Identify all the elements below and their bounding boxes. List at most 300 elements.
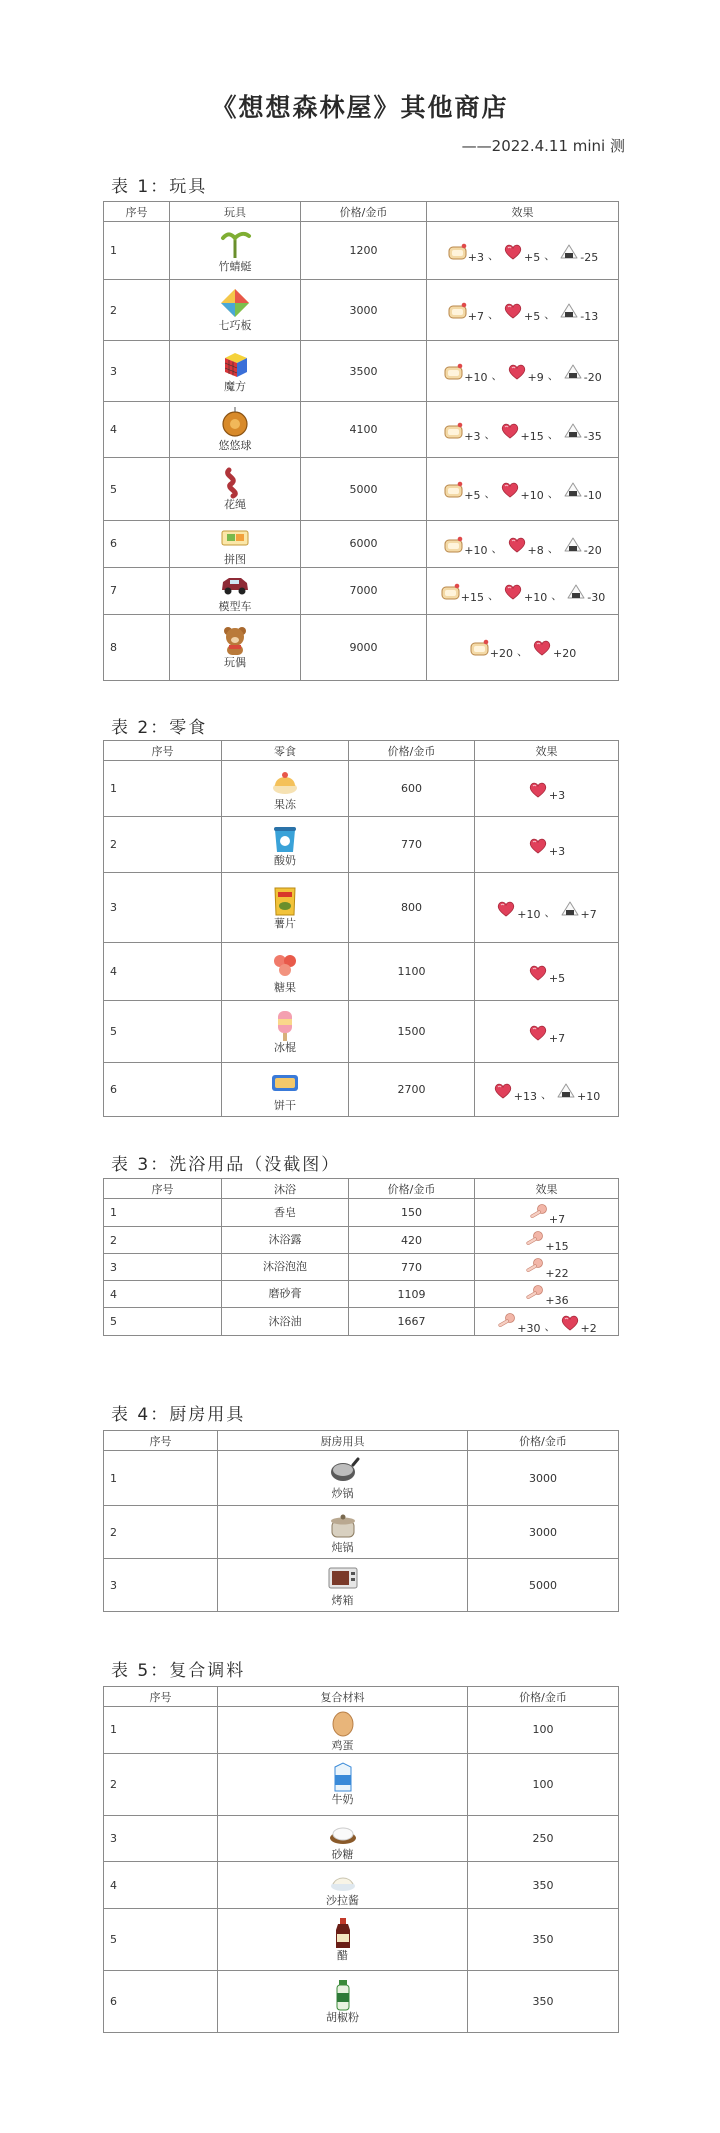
effect-value: -35	[583, 429, 602, 443]
item-cell	[170, 567, 301, 614]
item-cell	[222, 1254, 349, 1281]
item-name: 沙拉酱	[326, 1894, 359, 1908]
item	[170, 521, 300, 567]
table-row	[104, 614, 619, 680]
effect-item	[528, 780, 566, 802]
heart-stat-icon	[496, 899, 516, 917]
effect-value: +2	[580, 1321, 597, 1335]
column-header: 沐浴	[222, 1179, 349, 1199]
table-row	[104, 1001, 619, 1063]
column-header: 价格/金币	[468, 1431, 619, 1451]
effect-value: +3	[548, 844, 566, 858]
item-cell	[222, 817, 349, 873]
item-name: 魔方	[224, 380, 246, 394]
item	[222, 1315, 348, 1329]
toys-heading: 表 1：玩具	[111, 177, 208, 197]
row-number: 3	[104, 1559, 218, 1612]
bread-stat-icon	[443, 535, 463, 553]
heart-stat-icon	[560, 1313, 580, 1331]
item-cell	[170, 280, 301, 341]
item-name: 玩偶	[224, 656, 246, 670]
item-price: 350	[468, 1862, 619, 1909]
item-cell	[222, 1281, 349, 1308]
table-row	[104, 1908, 619, 1970]
item-name: 花绳	[224, 498, 246, 512]
item-effects	[427, 567, 619, 614]
table-row	[104, 943, 619, 1001]
effect-item	[507, 535, 544, 557]
soap-stat-icon	[496, 1313, 516, 1331]
column-header: 玩具	[170, 202, 301, 222]
effect-item	[559, 242, 599, 264]
effects	[427, 301, 618, 323]
row-number: 2	[104, 1753, 218, 1815]
item-cell	[218, 1908, 468, 1970]
effect-item	[528, 963, 566, 985]
table-row	[104, 1308, 619, 1336]
item-price: 1109	[349, 1281, 475, 1308]
table-row	[104, 458, 619, 521]
item-cell	[170, 614, 301, 680]
effect-item	[443, 480, 481, 502]
kitchen-heading: 表 4：厨房用具	[111, 1405, 246, 1425]
page-title: 《想想森林屋》其他商店	[211, 93, 509, 122]
effect-value: +7	[580, 907, 597, 921]
page-subtitle: ——2022.4.11 mini 测	[461, 137, 625, 155]
effect-value: +15	[520, 429, 544, 443]
item-effects	[427, 222, 619, 280]
item-name: 炖锅	[331, 1541, 354, 1555]
heart-stat-icon	[503, 582, 523, 600]
effect-item	[500, 480, 544, 502]
effect-item	[560, 899, 597, 921]
effect-item	[563, 480, 602, 502]
item	[222, 1067, 348, 1113]
teddy-bear-icon	[219, 624, 251, 656]
table-row	[104, 1862, 619, 1909]
item-cell	[170, 341, 301, 402]
item	[170, 466, 300, 512]
item-effects	[475, 873, 619, 943]
salad-dressing-icon	[327, 1862, 359, 1894]
row-number: 1	[104, 1199, 222, 1227]
effect-value: +3	[467, 250, 485, 264]
effects	[427, 362, 618, 384]
effects	[427, 582, 618, 604]
egg-icon	[327, 1707, 359, 1739]
effect-item	[443, 535, 488, 557]
biscuit-icon	[269, 1067, 301, 1099]
effect-item	[447, 301, 485, 323]
effect-item	[560, 1313, 597, 1335]
heart-stat-icon	[503, 301, 523, 319]
item-name: 胡椒粉	[326, 2010, 359, 2024]
item-price: 100	[468, 1753, 619, 1815]
effect-item	[440, 582, 485, 604]
table-row	[104, 1815, 619, 1862]
effect-item	[496, 899, 541, 921]
item	[222, 949, 348, 995]
row-number: 4	[104, 1862, 218, 1909]
item-name: 模型车	[218, 599, 252, 613]
effect-value: +9	[527, 371, 544, 384]
effect-value: +8	[527, 543, 544, 557]
effects	[475, 1081, 618, 1103]
item-name: 烤箱	[331, 1594, 354, 1608]
row-number: 3	[104, 1254, 222, 1281]
effect-value: +20	[489, 647, 513, 661]
item	[218, 1862, 467, 1908]
effects	[475, 1313, 618, 1335]
column-header: 序号	[104, 1687, 218, 1707]
effect-value: +10	[464, 371, 488, 384]
table-header-row	[104, 1431, 619, 1451]
item	[170, 407, 300, 453]
item-price: 3500	[301, 341, 427, 402]
soap-stat-icon	[524, 1285, 544, 1303]
item-name: 鸡蛋	[331, 1739, 354, 1752]
item-cell	[218, 1506, 468, 1559]
item	[218, 1562, 467, 1608]
jelly-icon	[269, 766, 301, 798]
effect-value: +15	[460, 590, 485, 604]
item-name: 拼图	[224, 553, 246, 566]
item-price: 1100	[349, 943, 475, 1001]
column-header: 价格/金币	[349, 741, 475, 761]
effect-value: +36	[545, 1294, 569, 1307]
effect-item	[469, 638, 513, 661]
effect-item	[507, 362, 544, 384]
item-cell	[222, 1199, 349, 1227]
column-header: 价格/金币	[301, 202, 427, 222]
item-name: 悠悠球	[218, 438, 252, 452]
item-name: 饼干	[274, 1098, 296, 1112]
seasoning-table	[103, 1686, 619, 2033]
rice-stat-icon	[560, 899, 580, 917]
item-cell	[218, 1451, 468, 1506]
table-row	[104, 1707, 619, 1754]
item-price: 5000	[468, 1559, 619, 1612]
item-name: 竹蜻蜓	[218, 259, 252, 273]
row-number: 1	[104, 1451, 218, 1506]
column-header: 价格/金币	[468, 1687, 619, 1707]
effect-value: +5	[548, 971, 566, 985]
table-row	[104, 1281, 619, 1308]
table-row	[104, 1451, 619, 1506]
table-row	[104, 761, 619, 817]
item-cell	[218, 1862, 468, 1909]
effect-value: +10	[577, 1089, 601, 1103]
effect-value: -13	[580, 310, 599, 323]
row-number: 3	[104, 873, 222, 943]
snacks-heading: 表 2：零食	[111, 718, 208, 738]
bread-stat-icon	[440, 582, 460, 600]
effect-item	[443, 362, 488, 384]
heart-stat-icon	[500, 421, 520, 439]
stew-pot-icon	[327, 1509, 359, 1541]
table-row	[104, 817, 619, 873]
effect-item	[503, 582, 548, 604]
vinegar-icon	[327, 1917, 359, 1949]
effect-value: +7	[548, 1031, 566, 1045]
item-price: 100	[468, 1707, 619, 1754]
item	[222, 1260, 348, 1274]
oven-icon	[327, 1562, 359, 1594]
item-price: 3000	[301, 280, 427, 341]
column-header: 序号	[104, 741, 222, 761]
separator: 、	[544, 248, 556, 262]
table-row	[104, 1559, 619, 1612]
table-row	[104, 280, 619, 341]
effect-item	[524, 1258, 569, 1280]
effects	[427, 242, 618, 264]
bamboo-dragonfly-icon	[219, 228, 251, 260]
item-price: 600	[349, 761, 475, 817]
item-name: 磨砂膏	[268, 1287, 302, 1301]
item-cell	[170, 222, 301, 280]
item-price: 420	[349, 1227, 475, 1254]
potato-chips-icon	[269, 885, 301, 917]
effects	[475, 780, 618, 802]
seasoning-heading: 表 5：复合调料	[111, 1661, 246, 1681]
row-number: 2	[104, 817, 222, 873]
separator: 、	[547, 487, 559, 500]
item-price: 350	[468, 1908, 619, 1970]
effect-value: +20	[553, 647, 577, 661]
column-header: 效果	[427, 202, 619, 222]
heart-stat-icon	[532, 638, 552, 656]
item-cell	[170, 402, 301, 458]
item-price: 1500	[349, 1001, 475, 1063]
effect-item	[566, 582, 606, 604]
candy-icon	[269, 949, 301, 981]
row-number: 2	[104, 280, 170, 341]
effect-item	[532, 638, 577, 661]
effect-value: +10	[517, 907, 541, 921]
bread-stat-icon	[443, 362, 463, 380]
yogurt-icon	[269, 822, 301, 854]
row-number: 5	[104, 458, 170, 521]
item	[170, 568, 300, 614]
column-header: 序号	[104, 1431, 218, 1451]
bread-stat-icon	[447, 242, 467, 260]
effect-item	[528, 836, 566, 858]
item	[170, 348, 300, 394]
item-cell	[222, 1063, 349, 1117]
table-row	[104, 1227, 619, 1254]
item-cell	[222, 1001, 349, 1063]
separator: 、	[488, 588, 500, 602]
rice-stat-icon	[559, 301, 579, 319]
effect-item	[500, 421, 544, 443]
item-price: 5000	[301, 458, 427, 521]
item-price: 770	[349, 817, 475, 873]
item-cell	[222, 1308, 349, 1336]
row-number: 7	[104, 567, 170, 614]
separator: 、	[517, 645, 528, 659]
item-name: 沐浴泡泡	[263, 1260, 307, 1274]
item-price: 9000	[301, 614, 427, 680]
row-number: 1	[104, 222, 170, 280]
item-cell	[218, 1559, 468, 1612]
item-cell	[170, 521, 301, 568]
effect-value: +13	[513, 1089, 537, 1103]
item-name: 砂糖	[331, 1847, 354, 1861]
wok-icon	[327, 1455, 359, 1487]
item-price: 2700	[349, 1063, 475, 1117]
table-row	[104, 1970, 619, 2032]
item-price: 770	[349, 1254, 475, 1281]
effect-item	[496, 1313, 541, 1335]
table-row	[104, 521, 619, 568]
separator: 、	[491, 541, 503, 555]
effects	[427, 421, 618, 443]
heart-stat-icon	[507, 535, 527, 553]
bread-stat-icon	[443, 480, 463, 498]
heart-stat-icon	[528, 780, 548, 798]
effect-item	[447, 242, 485, 264]
effect-item	[503, 242, 541, 264]
effect-item	[563, 362, 602, 384]
rice-stat-icon	[559, 242, 579, 260]
table-row	[104, 567, 619, 614]
model-car-icon	[219, 568, 251, 600]
item-price: 250	[468, 1815, 619, 1862]
table-row	[104, 1753, 619, 1815]
item	[218, 1509, 467, 1555]
effects	[475, 1023, 618, 1045]
table-header-row	[104, 1179, 619, 1199]
item-effects	[475, 1281, 619, 1308]
column-header: 效果	[475, 741, 619, 761]
item-effects	[475, 1199, 619, 1227]
toys-table	[103, 201, 619, 681]
column-header: 序号	[104, 1179, 222, 1199]
row-number: 4	[104, 943, 222, 1001]
milk-icon	[327, 1761, 359, 1793]
table-header-row	[104, 1687, 619, 1707]
item-price: 7000	[301, 567, 427, 614]
heart-stat-icon	[503, 242, 523, 260]
item-effects	[475, 1308, 619, 1336]
item-price: 1667	[349, 1308, 475, 1336]
effect-value: +3	[548, 788, 566, 802]
effects	[475, 963, 618, 985]
row-number: 6	[104, 521, 170, 568]
separator: 、	[551, 588, 563, 602]
effects	[475, 1258, 618, 1280]
effect-value: +10	[520, 489, 544, 502]
rubiks-cube-icon	[219, 348, 251, 380]
rice-stat-icon	[563, 480, 583, 498]
item-cell	[222, 873, 349, 943]
soap-stat-icon	[524, 1231, 544, 1249]
pepper-icon	[327, 1979, 359, 2011]
effect-value: +3	[464, 429, 481, 443]
table-row	[104, 402, 619, 458]
bread-stat-icon	[469, 638, 489, 656]
effect-value: +7	[467, 310, 485, 323]
column-header: 零食	[222, 741, 349, 761]
item-effects	[427, 402, 619, 458]
item-effects	[427, 458, 619, 521]
item-effects	[475, 1227, 619, 1254]
item-price: 800	[349, 873, 475, 943]
item-effects	[427, 614, 619, 680]
yoyo-icon	[219, 407, 251, 439]
effects	[427, 638, 618, 661]
soap-stat-icon	[524, 1258, 544, 1276]
column-header: 复合材料	[218, 1687, 468, 1707]
effect-value: -20	[583, 543, 602, 557]
item	[218, 1816, 467, 1862]
item-name: 醋	[337, 1948, 348, 1962]
table-header-row	[104, 202, 619, 222]
table-row	[104, 1063, 619, 1117]
item	[222, 1233, 348, 1247]
sugar-icon	[327, 1816, 359, 1848]
separator: 、	[488, 248, 500, 262]
table-row	[104, 873, 619, 943]
effect-item	[559, 301, 599, 323]
heart-stat-icon	[493, 1081, 513, 1099]
item	[222, 1206, 348, 1220]
row-number: 4	[104, 402, 170, 458]
separator: 、	[491, 369, 503, 382]
item-cell	[222, 943, 349, 1001]
item-cell	[222, 1227, 349, 1254]
effects	[427, 535, 618, 557]
item	[218, 1761, 467, 1807]
bread-stat-icon	[443, 421, 463, 439]
row-number: 1	[104, 761, 222, 817]
item	[218, 1455, 467, 1501]
tangram-icon	[219, 287, 251, 319]
table-row	[104, 222, 619, 280]
separator: 、	[488, 308, 500, 321]
effect-value: +7	[548, 1212, 566, 1226]
string-figure-icon	[219, 466, 251, 498]
effect-item	[556, 1081, 601, 1103]
column-header: 序号	[104, 202, 170, 222]
item-effects	[475, 817, 619, 873]
item-cell	[218, 1753, 468, 1815]
column-header: 价格/金币	[349, 1179, 475, 1199]
item-cell	[218, 1970, 468, 2032]
column-header: 效果	[475, 1179, 619, 1199]
item-name: 七巧板	[218, 319, 252, 333]
effect-item	[528, 1023, 566, 1045]
popsicle-icon	[269, 1009, 301, 1041]
item	[218, 1707, 467, 1753]
table-header-row	[104, 741, 619, 761]
item-cell	[170, 458, 301, 521]
item-effects	[427, 521, 619, 568]
item-price: 3000	[468, 1451, 619, 1506]
row-number: 2	[104, 1506, 218, 1559]
heart-stat-icon	[507, 362, 527, 380]
heart-stat-icon	[500, 480, 520, 498]
effects	[475, 899, 618, 921]
effect-value: -25	[580, 250, 599, 264]
separator: 、	[544, 905, 556, 919]
item	[170, 228, 300, 274]
effect-value: +5	[524, 250, 541, 264]
effects	[475, 1231, 618, 1253]
item	[218, 1979, 467, 2025]
item	[170, 624, 300, 670]
row-number: 2	[104, 1227, 222, 1254]
